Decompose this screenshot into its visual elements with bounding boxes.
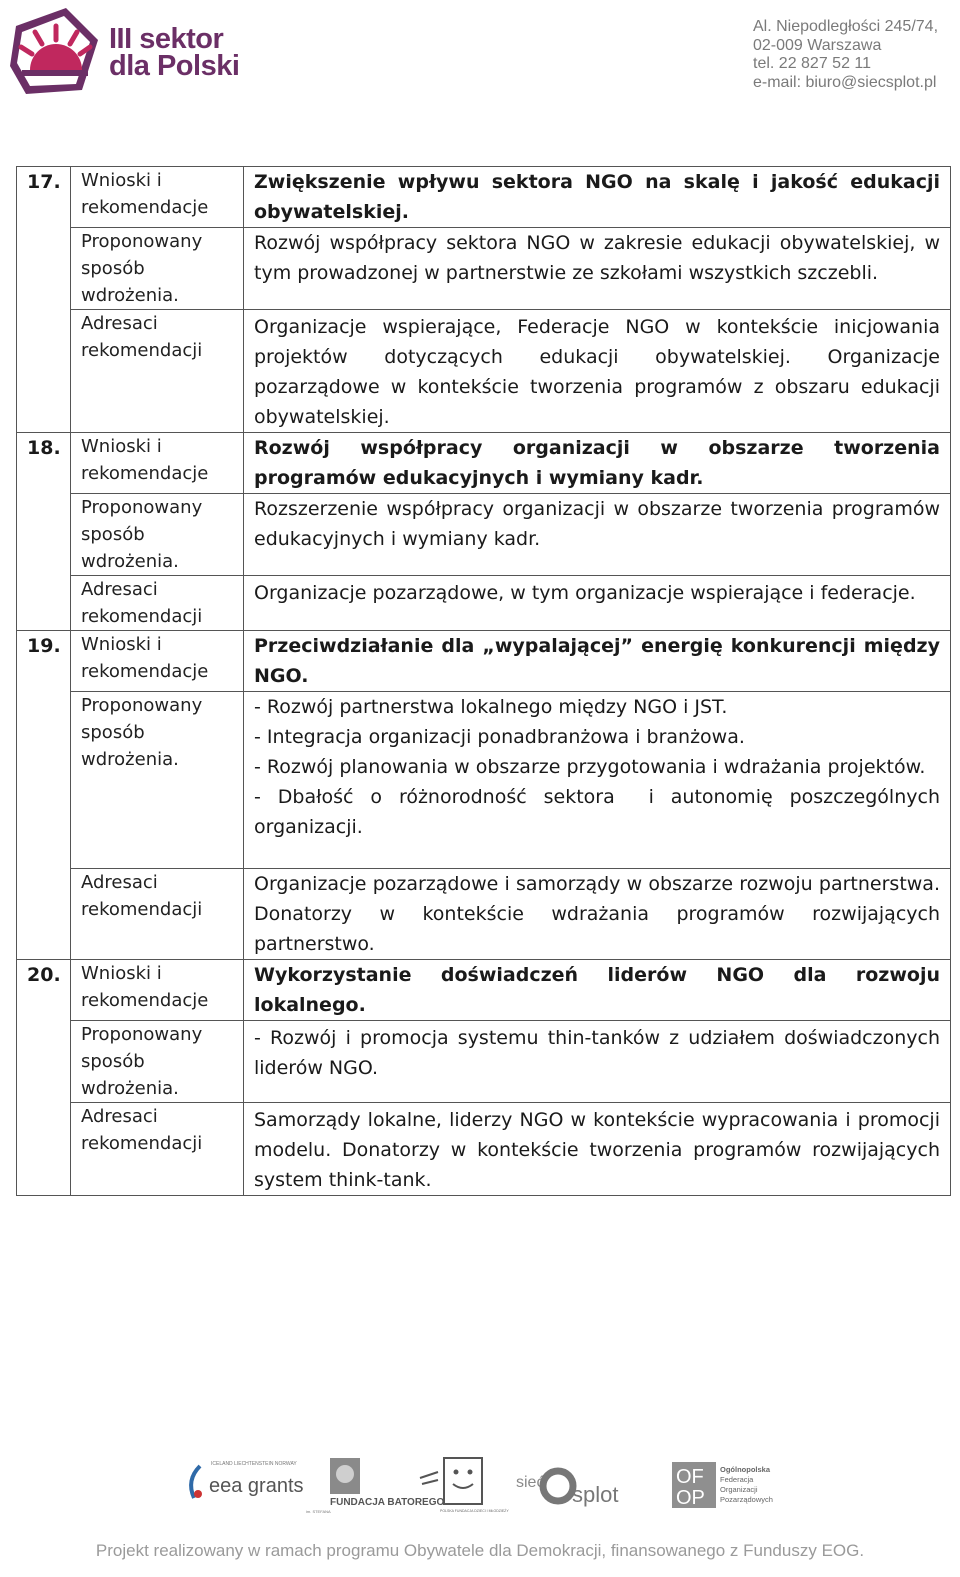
footer-note: Projekt realizowany w ramach programu Obywatele dla Demokracji, finansowanego z Funduszy EOG. [95, 1541, 865, 1560]
addressees-text: Organizacje pozarządowe, w tym organizacje wspierające i federacje. [244, 576, 951, 631]
sponsor-logos [0, 1450, 960, 1530]
row-number: 18. [17, 433, 71, 631]
ofop-logo [672, 1462, 773, 1509]
row-number: 19. [17, 631, 71, 960]
table-row [17, 310, 951, 433]
splot-text: splot [572, 1482, 619, 1507]
conclusion-text: Przeciwdziałanie dla „wypalającej” energię konkurencji między NGO. [244, 631, 951, 692]
method-text: Rozwój współpracy sektora NGO w zakresie edukacji obywatelskiej, w tym prowadzonej w partnerstwie ze szkołami wszystkich szczebli. [244, 228, 951, 310]
method-text: Rozszerzenie współpracy organizacji w obszarze tworzenia programów edukacyjnych i wymiany kadr. [244, 494, 951, 576]
method-item: - Integracja organizacji ponadbranżowa i branżowa. [254, 726, 745, 748]
row-number: 20. [17, 960, 71, 1196]
eea-main-text: eea grants [209, 1475, 304, 1497]
conclusion-text: Wykorzystanie doświadczeń liderów NGO dla rozwoju lokalnego. [244, 960, 951, 1021]
method-item: - Rozwój partnerstwa lokalnego między NGO i JST. [254, 696, 728, 718]
row-number: 17. [17, 167, 71, 433]
eea-grants-logo [191, 1461, 303, 1498]
method-item: - Dbałość o różnorodność sektora i autonomię poszczególnych organizacji. [254, 786, 947, 838]
label-addressees: Adresaci rekomendacji [71, 310, 244, 433]
eea-small-text: ICELAND LIECHTENSTEIN NORWAY [211, 1461, 297, 1467]
table-row [17, 631, 951, 692]
address-line1: Al. Niepodległości 245/74, [753, 18, 939, 35]
table-row [17, 1021, 951, 1103]
logo-text [109, 23, 240, 82]
label-method: Proponowany sposób wdrożenia. [71, 494, 244, 576]
ofop-letters-2: OP [676, 1487, 705, 1509]
label-conclusions: Wnioski i rekomendacje [71, 167, 244, 228]
logo-text-line1: III sektor [109, 23, 224, 55]
ofop-name-3: Organizacji [720, 1485, 758, 1494]
table-row [17, 494, 951, 576]
label-method: Proponowany sposób wdrożenia. [71, 228, 244, 310]
label-addressees: Adresaci rekomendacji [71, 869, 244, 960]
addressees-text: Organizacje pozarządowe i samorządy w obszarze rozwoju partnerstwa. Donatorzy w kontekście wdrażania programów rozwijających partnerstwo. [244, 869, 951, 960]
email-link[interactable]: biuro@siecsplot.pl [805, 73, 937, 91]
ofop-name-4: Pozarządowych [720, 1495, 773, 1504]
pfdim-text: POLSKA FUNDACJA DZIECI I MŁODZIEŻY [440, 1509, 509, 1513]
phone: tel. 22 827 52 11 [753, 55, 872, 72]
logo-iii-sektor [8, 6, 258, 98]
table-row [17, 433, 951, 494]
batory-text: FUNDACJA BATOREGO [330, 1497, 445, 1508]
table-row [17, 960, 951, 1021]
table-row [17, 228, 951, 310]
email-line [753, 74, 938, 93]
batory-small-text: im. STEFANA [306, 1509, 331, 1514]
recommendations-table [16, 166, 951, 1196]
addressees-text: Samorządy lokalne, liderzy NGO w kontekście wypracowania i promocji modelu. Donatorzy w kontekście tworzenia programów rozwijających system think-tank. [244, 1103, 951, 1196]
ofop-letters-1: OF [676, 1466, 704, 1488]
ofop-name-1: Ogólnopolska [720, 1465, 771, 1474]
method-text: - Rozwój i promocja systemu thin-tanków z udziałem doświadczonych liderów NGO. [244, 1021, 951, 1103]
label-addressees: Adresaci rekomendacji [71, 576, 244, 631]
table-row [17, 167, 951, 228]
label-conclusions: Wnioski i rekomendacje [71, 960, 244, 1021]
batory-logo [306, 1458, 444, 1514]
label-method: Proponowany sposób wdrożenia. [71, 692, 244, 869]
table-row [17, 576, 951, 631]
siec-text: sieć [516, 1474, 545, 1491]
label-addressees: Adresaci rekomendacji [71, 1103, 244, 1196]
splot-logo [516, 1471, 618, 1507]
method-list [244, 692, 951, 869]
table-row [17, 692, 951, 869]
label-conclusions: Wnioski i rekomendacje [71, 433, 244, 494]
method-item: - Rozwój planowania w obszarze przygotowania i wdrażania projektów. [254, 756, 926, 778]
conclusion-text: Zwiększenie wpływu sektora NGO na skalę i jakość edukacji obywatelskiej. [244, 167, 951, 228]
addressees-text: Organizacje wspierające, Federacje NGO w kontekście inicjowania projektów dotyczących edukacji obywatelskiej. Organizacje pozarządowe w kontekście tworzenia programów z obszaru edukacji obywatelskiej. [244, 310, 951, 433]
label-conclusions: Wnioski i rekomendacje [71, 631, 244, 692]
label-method: Proponowany sposób wdrożenia. [71, 1021, 244, 1103]
table-row [17, 1103, 951, 1196]
contact-block [753, 18, 938, 92]
address-line2: 02-009 Warszawa [753, 36, 882, 54]
table-row [17, 869, 951, 960]
logo-text-line2: dla Polski [109, 50, 240, 82]
email-label: e-mail: [753, 73, 806, 91]
conclusion-text: Rozwój współpracy organizacji w obszarze tworzenia programów edukacyjnych i wymiany kadr. [244, 433, 951, 494]
sunrise-logo-icon [8, 6, 104, 98]
ofop-name-2: Federacja [720, 1475, 754, 1484]
